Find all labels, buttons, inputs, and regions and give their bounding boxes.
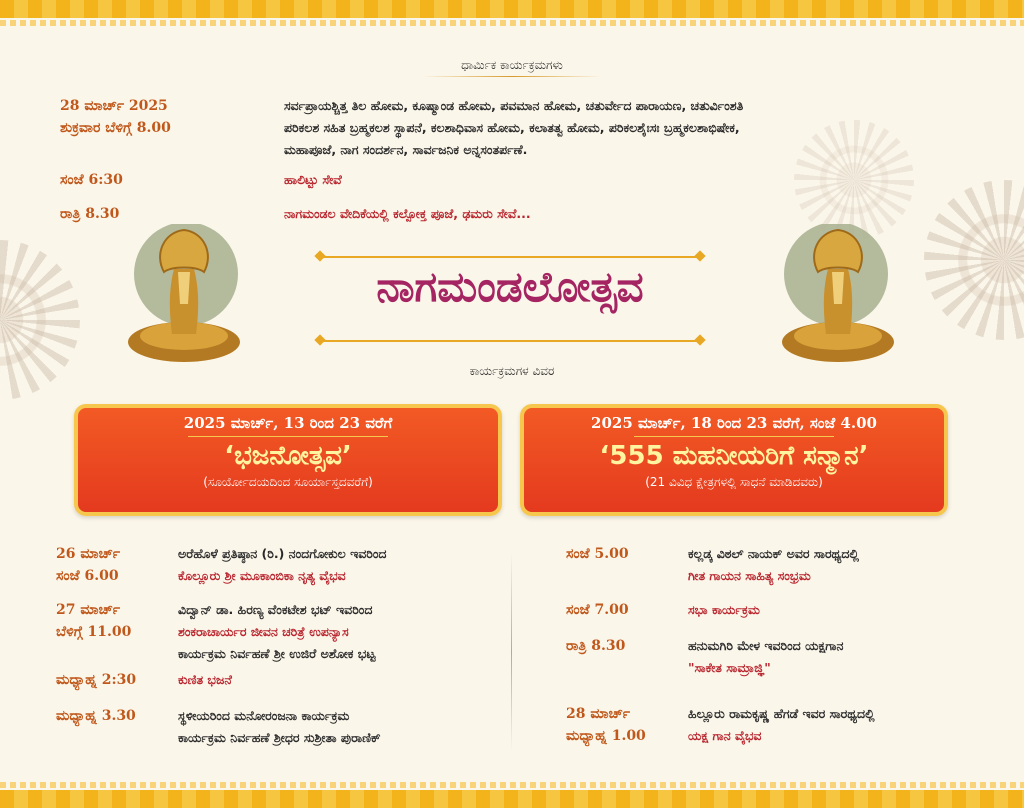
schedule-desc: ಸರ್ವಪ್ರಾಯಶ್ಚಿತ್ತ ತಿಲ ಹೋಮ, ಕೂಷ್ಮಾಂಡ ಹೋಮ, ಪವಮಾನ ಹೋಮ, ಚತುರ್ವೇದ ಪಾರಾಯಣ, ಚತುರ್ವಿಂಶತಿ bbox=[284, 98, 744, 113]
banner-date: 2025 ಮಾರ್ಚ್, 18 ರಿಂದ 23 ವರೆಗೆ, ಸಂಜೆ 4.00 bbox=[591, 414, 877, 432]
schedule-desc: ಮಹಾಪೂಜೆ, ನಾಗ ಸಂದರ್ಶನ, ಸಾರ್ವಜನಿಕ ಅನ್ನಸಂತರ್ಪಣೆ. bbox=[284, 142, 528, 157]
top-border-pattern bbox=[0, 20, 1024, 26]
schedule-desc: ಯಕ್ಷ ಗಾನ ವೈಭವ bbox=[688, 728, 762, 743]
religious-heading: ಧಾರ್ಮಿಕ ಕಾರ್ಯಕ್ರಮಗಳು bbox=[412, 58, 612, 77]
mandala-icon bbox=[924, 180, 1024, 340]
schedule-time: ಸಂಜೆ 6.00 bbox=[56, 568, 119, 584]
schedule-desc: ಹಾಲಿಟ್ಟು ಸೇವೆ bbox=[284, 172, 342, 187]
schedule-desc: ಹನುಮಗಿರಿ ಮೇಳ ಇವರಿಂದ ಯಕ್ಷಗಾನ bbox=[688, 638, 844, 653]
schedule-desc: ಕೊಲ್ಲೂರು ಶ್ರೀ ಮೂಕಾಂಬಿಕಾ ನೃತ್ಯ ವೈಭವ bbox=[178, 568, 346, 583]
schedule-time: 26 ಮಾರ್ಚ್ bbox=[56, 546, 120, 562]
schedule-desc: ಕಲ್ಲಡ್ಕ ವಿಠಲ್ ನಾಯಕ್ ಅವರ ಸಾರಥ್ಯದಲ್ಲಿ bbox=[688, 546, 859, 561]
banner-subtitle: (21 ವಿವಿಧ ಕ್ಷೇತ್ರಗಳಲ್ಲಿ ಸಾಧನೆ ಮಾಡಿದವರು) bbox=[645, 475, 823, 489]
mandala-icon bbox=[0, 240, 80, 400]
schedule-time: ಮಧ್ಯಾಹ್ನ 1.00 bbox=[566, 728, 646, 744]
cobra-icon bbox=[124, 224, 244, 364]
schedule-time: ಸಂಜೆ 6:30 bbox=[60, 172, 123, 188]
schedule-time: ಮಧ್ಯಾಹ್ನ 3.30 bbox=[56, 708, 136, 724]
bottom-border bbox=[0, 790, 1024, 808]
banner-subtitle: (ಸೂರ್ಯೋದಯದಿಂದ ಸೂರ್ಯಾಸ್ತದವರೆಗೆ) bbox=[203, 475, 373, 489]
schedule-time: ಬೆಳಿಗ್ಗೆ 11.00 bbox=[56, 624, 132, 640]
schedule-time: ರಾತ್ರಿ 8.30 bbox=[60, 206, 120, 222]
schedule-desc: ನಾಗಮಂಡಲ ವೇದಿಕೆಯಲ್ಲಿ ಕಲ್ಪೋಕ್ತ ಪೂಜೆ, ಢಮರು ಸೇವೆ... bbox=[284, 206, 531, 221]
banner-bhajanotsava bbox=[74, 404, 502, 516]
schedule-desc: ಕಾರ್ಯಕ್ರಮ ನಿರ್ವಹಣೆ ಶ್ರೀಧರ ಸುಶ್ರೀತಾ ಪುರಾಣಿಕ್ bbox=[178, 730, 381, 745]
schedule-desc: ಶಂಕರಾಚಾರ್ಯರ ಜೀವನ ಚರಿತ್ರೆ ಉಪನ್ಯಾಸ bbox=[178, 624, 349, 639]
banner-title: ‘ಭಜನೋತ್ಸವ’ bbox=[224, 441, 352, 471]
banner-title: ‘555 ಮಹನೀಯರಿಗೆ ಸನ್ಮಾನ’ bbox=[599, 441, 869, 471]
schedule-time: ರಾತ್ರಿ 8.30 bbox=[566, 638, 626, 654]
schedule-desc: ಸ್ಥಳೀಯರಿಂದ ಮನೋರಂಜನಾ ಕಾರ್ಯಕ್ರಮ bbox=[178, 708, 350, 723]
mandala-icon bbox=[794, 120, 914, 240]
schedule-time: ಮಧ್ಯಾಹ್ನ 2:30 bbox=[56, 672, 137, 688]
schedule-time: 28 ಮಾರ್ಚ್ bbox=[566, 706, 630, 722]
top-border bbox=[0, 0, 1024, 18]
schedule-time: ಸಂಜೆ 7.00 bbox=[566, 602, 629, 618]
banner-sanmana bbox=[520, 404, 948, 516]
schedule-desc: ಅರೆಹೊಳೆ ಪ್ರತಿಷ್ಠಾನ (ರಿ.) ನಂದಗೋಕುಲ ಇವರಿಂದ bbox=[178, 546, 387, 561]
schedule-time: ಸಂಜೆ 5.00 bbox=[566, 546, 629, 562]
schedule-desc: ಪರಿಕಲಶ ಸಹಿತ ಬ್ರಹ್ಮಕಲಶ ಸ್ಥಾಪನೆ, ಕಲಶಾಧಿವಾಸ ಹೋಮ, ಕಲಾತತ್ವ ಹೋಮ, ಪರಿಕಲಶೈಃಸಃ ಬ್ರಹ್ಮಕಲಶಾಭಿಷೇಕ, bbox=[284, 120, 740, 135]
schedule-desc: "ಸಾಕೇತ ಸಾಮ್ರಾಜ್ಞಿ" bbox=[688, 660, 771, 675]
schedule-desc: ಸಭಾ ಕಾರ್ಯಕ್ರಮ bbox=[688, 602, 760, 617]
schedule-desc: ಗೀತ ಗಾಯನ ಸಾಹಿತ್ಯ ಸಂಭ್ರಮ bbox=[688, 568, 811, 583]
schedule-desc: ಹಿಲ್ಲೂರು ರಾಮಕೃಷ್ಣ ಹೆಗಡೆ ಇವರ ಸಾರಥ್ಯದಲ್ಲಿ bbox=[688, 706, 875, 721]
title-rule-top bbox=[320, 256, 700, 258]
column-divider bbox=[511, 552, 512, 752]
schedule-time: 27 ಮಾರ್ಚ್ bbox=[56, 602, 120, 618]
schedule-desc: ಕಾರ್ಯಕ್ರಮ ನಿರ್ವಹಣೆ ಶ್ರೀ ಉಜಿರೆ ಅಶೋಕ ಭಟ್ಟ bbox=[178, 646, 376, 661]
page-title: ನಾಗಮಂಡಲೋತ್ಸವ bbox=[376, 262, 644, 311]
banner-date: 2025 ಮಾರ್ಚ್, 13 ರಿಂದ 23 ವರೆಗೆ bbox=[183, 414, 393, 432]
schedule-time: ಶುಕ್ರವಾರ ಬೆಳಿಗ್ಗೆ 8.00 bbox=[60, 120, 171, 136]
cobra-icon bbox=[778, 224, 898, 364]
schedule-time: 28 ಮಾರ್ಚ್ 2025 bbox=[60, 98, 168, 114]
schedule-desc: ಕುಣಿತ ಭಜನೆ bbox=[178, 672, 232, 687]
bottom-border-pattern bbox=[0, 782, 1024, 788]
program-heading: ಕಾರ್ಯಕ್ರಮಗಳ ವಿವರ bbox=[469, 364, 555, 378]
title-rule-bottom bbox=[320, 340, 700, 342]
schedule-desc: ವಿದ್ವಾನ್ ಡಾ. ಹಿರಣ್ಯ ವೆಂಕಟೇಶ ಭಟ್ ಇವರಿಂದ bbox=[178, 602, 373, 617]
